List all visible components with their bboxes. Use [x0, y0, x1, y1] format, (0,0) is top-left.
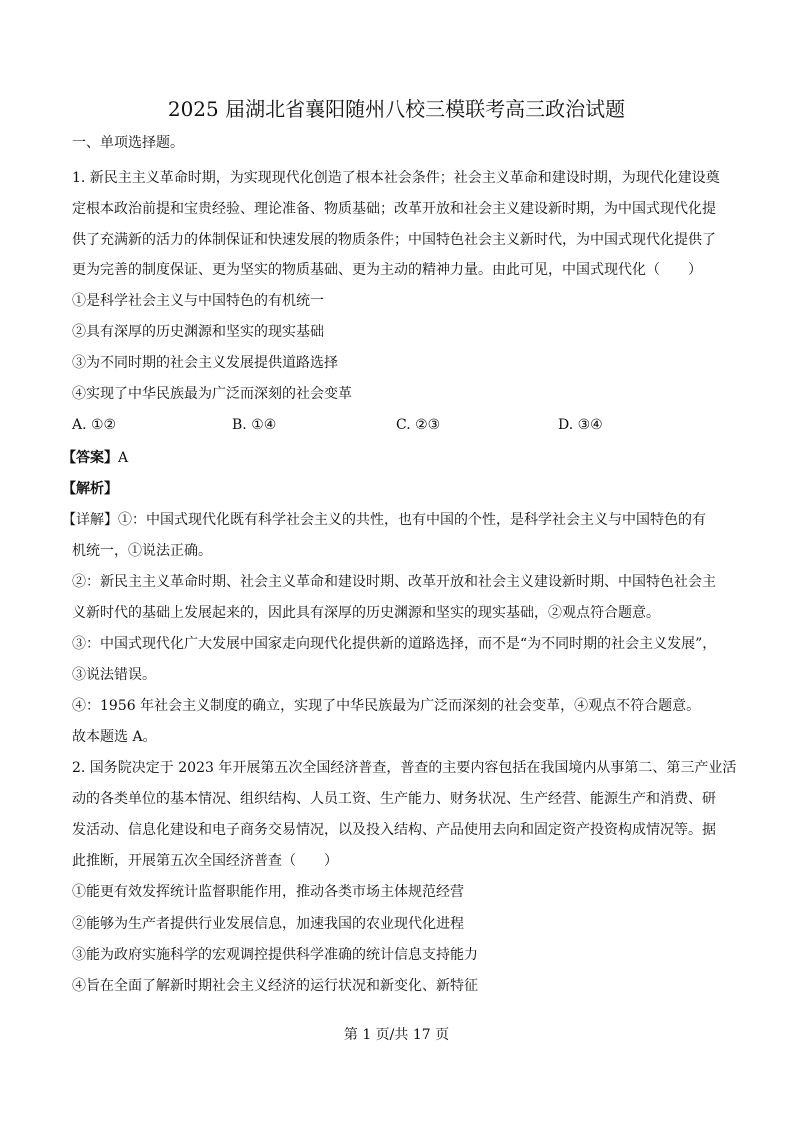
q1-detail-line: ④：1956 年社会主义制度的确立，实现了中华民族最为广泛而深刻的社会变革，④观点不符合题意。 — [72, 698, 701, 714]
q1-answer — [62, 448, 128, 468]
q1-detail-line: ③：中国式现代化广大发展中国家走向现代化提供新的道路选择，而不是“为不同时期的社会主义发展”， — [72, 636, 717, 652]
q2-stem-line: 发活动、信息化建设和电子商务交易情况，以及投入结构、产品使用去向和固定资产投资构成情况等。据 — [72, 822, 716, 838]
q2-stem-line: 2. 国务院决定于 2023 年开展第五次全国经济普查，普查的主要内容包括在我国境内从事第二、第三产业活 — [72, 760, 737, 776]
q1-option-a: A. ①② — [72, 417, 117, 433]
q1-detail-line: 义新时代的基础上发展起来的，因此具有深厚的历史渊源和坚实的现实基础，②观点符合题意。 — [72, 605, 660, 621]
q1-option-c: C. ②③ — [396, 417, 441, 433]
q2-stem-line: 动的各类单位的基本情况、组织结构、人员工资、生产能力、财务状况、生产经营、能源生产和消费、研 — [72, 791, 716, 807]
q1-option-d: D. ③④ — [558, 417, 603, 433]
q1-stem-line: 更为完善的制度保证、更为坚实的物质基础、更为主动的精神力量。由此可见，中国式现代化（ ） — [72, 262, 702, 278]
page-number: 第 1 页/共 17 页 — [343, 1027, 450, 1043]
analysis-label: 【解析】 — [62, 481, 118, 497]
q2-stem-line: 此推断，开展第五次全国经济普查（ ） — [72, 853, 338, 869]
q1-detail-line: 【详解】①：中国式现代化既有科学社会主义的共性，也有中国的个性，是科学社会主义与中国特色的有 — [62, 512, 706, 528]
q1-detail-line: 故本题选 A。 — [72, 729, 157, 745]
q2-statement: ③能为政府实施科学的宏观调控提供科学准确的统计信息支持能力 — [72, 947, 478, 963]
q1-stem-line: 定根本政治前提和宝贵经验、理论准备、物质基础；改革开放和社会主义建设新时期，为中国式现代化提 — [72, 201, 716, 217]
q1-option-b: B. ①④ — [232, 417, 277, 433]
q2-statement: ①能更有效发挥统计监督职能作用，推动各类市场主体规范经营 — [72, 884, 464, 900]
page-title: 2025 届湖北省襄阳随州八校三模联考高三政治试题 — [167, 97, 626, 121]
q2-statement: ④旨在全面了解新时期社会主义经济的运行状况和新变化、新特征 — [72, 978, 478, 994]
q1-stem-line: 供了充满新的活力的体制保证和快速发展的物质条件；中国特色社会主义新时代，为中国式现代化提供了 — [72, 232, 716, 248]
q1-detail-line: ②：新民主主义革命时期、社会主义革命和建设时期、改革开放和社会主义建设新时期、中国特色社会主 — [72, 574, 716, 590]
answer-value: A — [118, 450, 129, 466]
q1-detail-line: 机统一，①说法正确。 — [72, 543, 212, 559]
q1-statement: ①是科学社会主义与中国特色的有机统一 — [72, 293, 324, 309]
answer-label: 【答案】 — [62, 450, 118, 466]
q1-statement: ②具有深厚的历史渊源和坚实的现实基础 — [72, 324, 324, 340]
q1-statement: ③为不同时期的社会主义发展提供道路选择 — [72, 355, 338, 371]
q1-detail-line: ③说法错误。 — [72, 667, 156, 683]
q1-statement: ④实现了中华民族最为广泛而深刻的社会变革 — [72, 386, 352, 402]
q1-stem-line: 1. 新民主主义革命时期，为实现现代化创造了根本社会条件；社会主义革命和建设时期，为现代化建设奠 — [72, 170, 720, 186]
q2-statement: ②能够为生产者提供行业发展信息，加速我国的农业现代化进程 — [72, 916, 464, 932]
section-heading: 一、单项选择题。 — [72, 135, 184, 151]
